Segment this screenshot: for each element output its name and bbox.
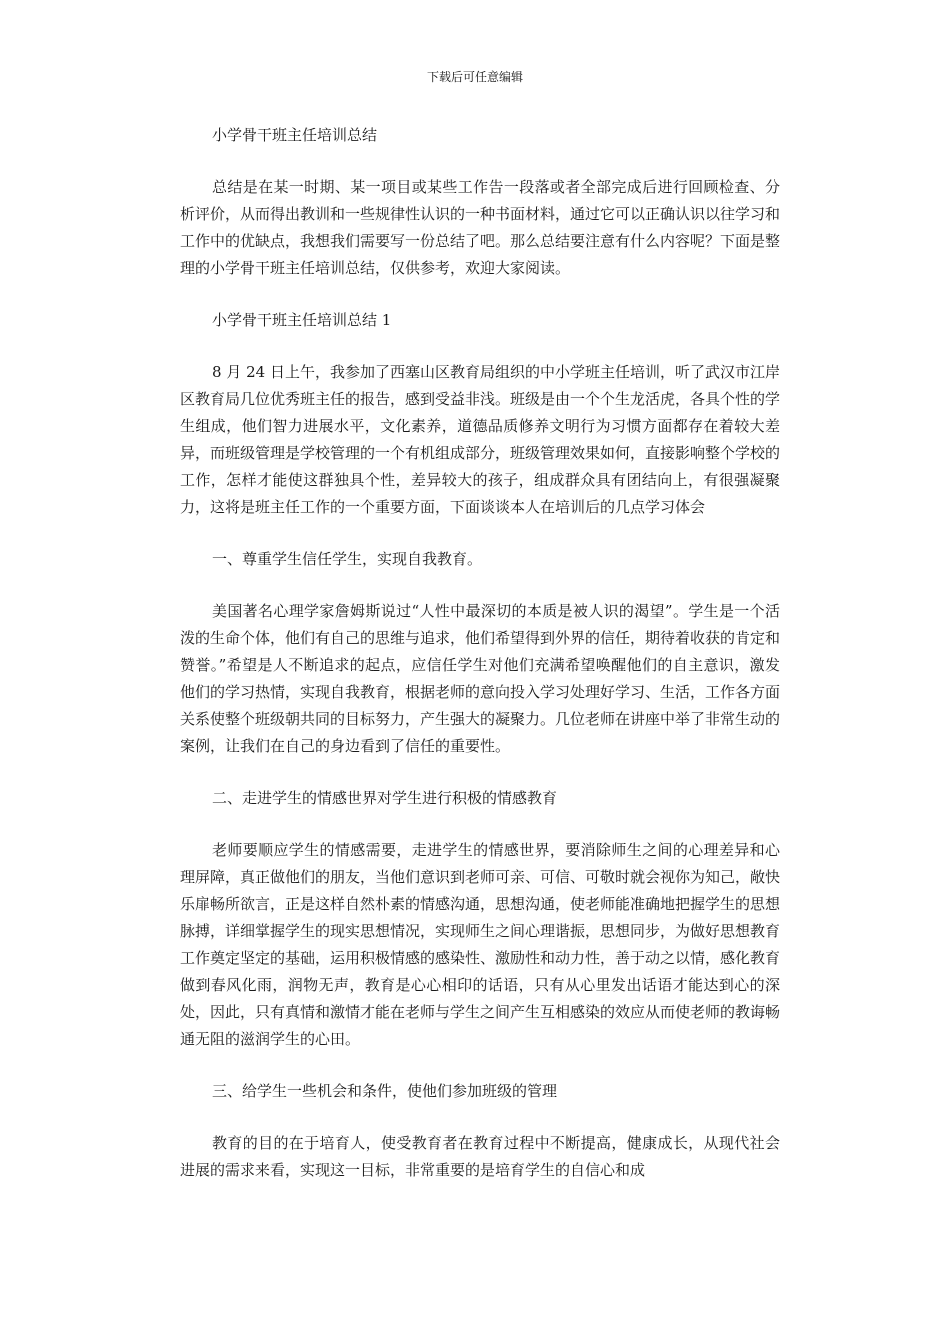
section-heading-summary-1: 小学骨干班主任培训总结 1 [212, 311, 392, 329]
intro-paragraph: 总结是在某一时期、某一项目或某些工作告一段落或者全部完成后进行回顾检查、分析评价，从而得出教训和一些规律性认识的一种书面材料，通过它可以正确认识以往学习和工作中的优缺点，我想我们需要写一份总结了吧。那么总结要注意有什么内容呢？下面是整理的小学骨干班主任培训总结，仅供参考，欢迎大家阅读。 [180, 178, 781, 277]
document-body [180, 122, 780, 1209]
document-title: 小学骨干班主任培训总结 [212, 126, 378, 144]
section-heading-three: 三、给学生一些机会和条件，使他们参加班级的管理 [212, 1082, 558, 1100]
section-heading-two: 二、走进学生的情感世界对学生进行积极的情感教育 [212, 789, 558, 807]
body-paragraph: 8 月 24 日上午，我参加了西塞山区教育局组织的中小学班主任培训，听了武汉市江岸区教育局几位优秀班主任的报告，感到受益非浅。班级是由一个个生龙活虎，各具个性的学生组成，他们智力进展水平，文化素养，道德品质修养文明行为习惯方面都存在着较大差异，而班级管理是学校管理的一个有机组成部分，班级管理效果如何，直接影响整个学校的工作，怎样才能使这群独具个性，差异较大的孩子，组成群众具有团结向上，有很强凝聚力，这将是班主任工作的一个重要方面，下面谈谈本人在培训后的几点学习体会 [180, 363, 781, 516]
body-paragraph: 老师要顺应学生的情感需要，走进学生的情感世界，要消除师生之间的心理差异和心理屏障，真正做他们的朋友，当他们意识到老师可亲、可信、可敬时就会视你为知己，敞快乐扉畅所欲言，正是这样自然朴素的情感沟通，思想沟通，使老师能准确地把握学生的思想脉搏，详细掌握学生的现实思想情况，实现师生之间心理谐振，思想同步，为做好思想教育工作奠定坚定的基础，运用积极情感的感染性、激励性和动力性，善于动之以情，感化教育做到春风化雨，润物无声，教育是心心相印的话语，只有从心里发出话语才能达到心的深处，因此，只有真情和激情才能在老师与学生之间产生互相感染的效应从而使老师的教诲畅通无阻的滋润学生的心田。 [180, 841, 781, 1048]
download-editable-note: 下载后可任意编辑 [426, 70, 523, 84]
section-heading-one: 一、尊重学生信任学生，实现自我教育。 [212, 550, 483, 568]
body-paragraph: 教育的目的在于培育人，使受教育者在教育过程中不断提高，健康成长，从现代社会进展的需求来看，实现这一目标，非常重要的是培育学生的自信心和成 [180, 1134, 780, 1179]
body-paragraph: 美国著名心理学家詹姆斯说过“人性中最深切的本质是被人识的渴望”。学生是一个活泼的生命个体，他们有自己的思维与追求，他们希望得到外界的信任，期待着收获的肯定和赞誉。”希望是人不断追求的起点，应信任学生对他们充满希望唤醒他们的自主意识，激发他们的学习热情，实现自我教育，根据老师的意向投入学习处理好学习、生活，工作各方面关系使整个班级朝共同的目标努力，产生强大的凝聚力。几位老师在讲座中举了非常生动的案例，让我们在自己的身边看到了信任的重要性。 [180, 602, 781, 755]
